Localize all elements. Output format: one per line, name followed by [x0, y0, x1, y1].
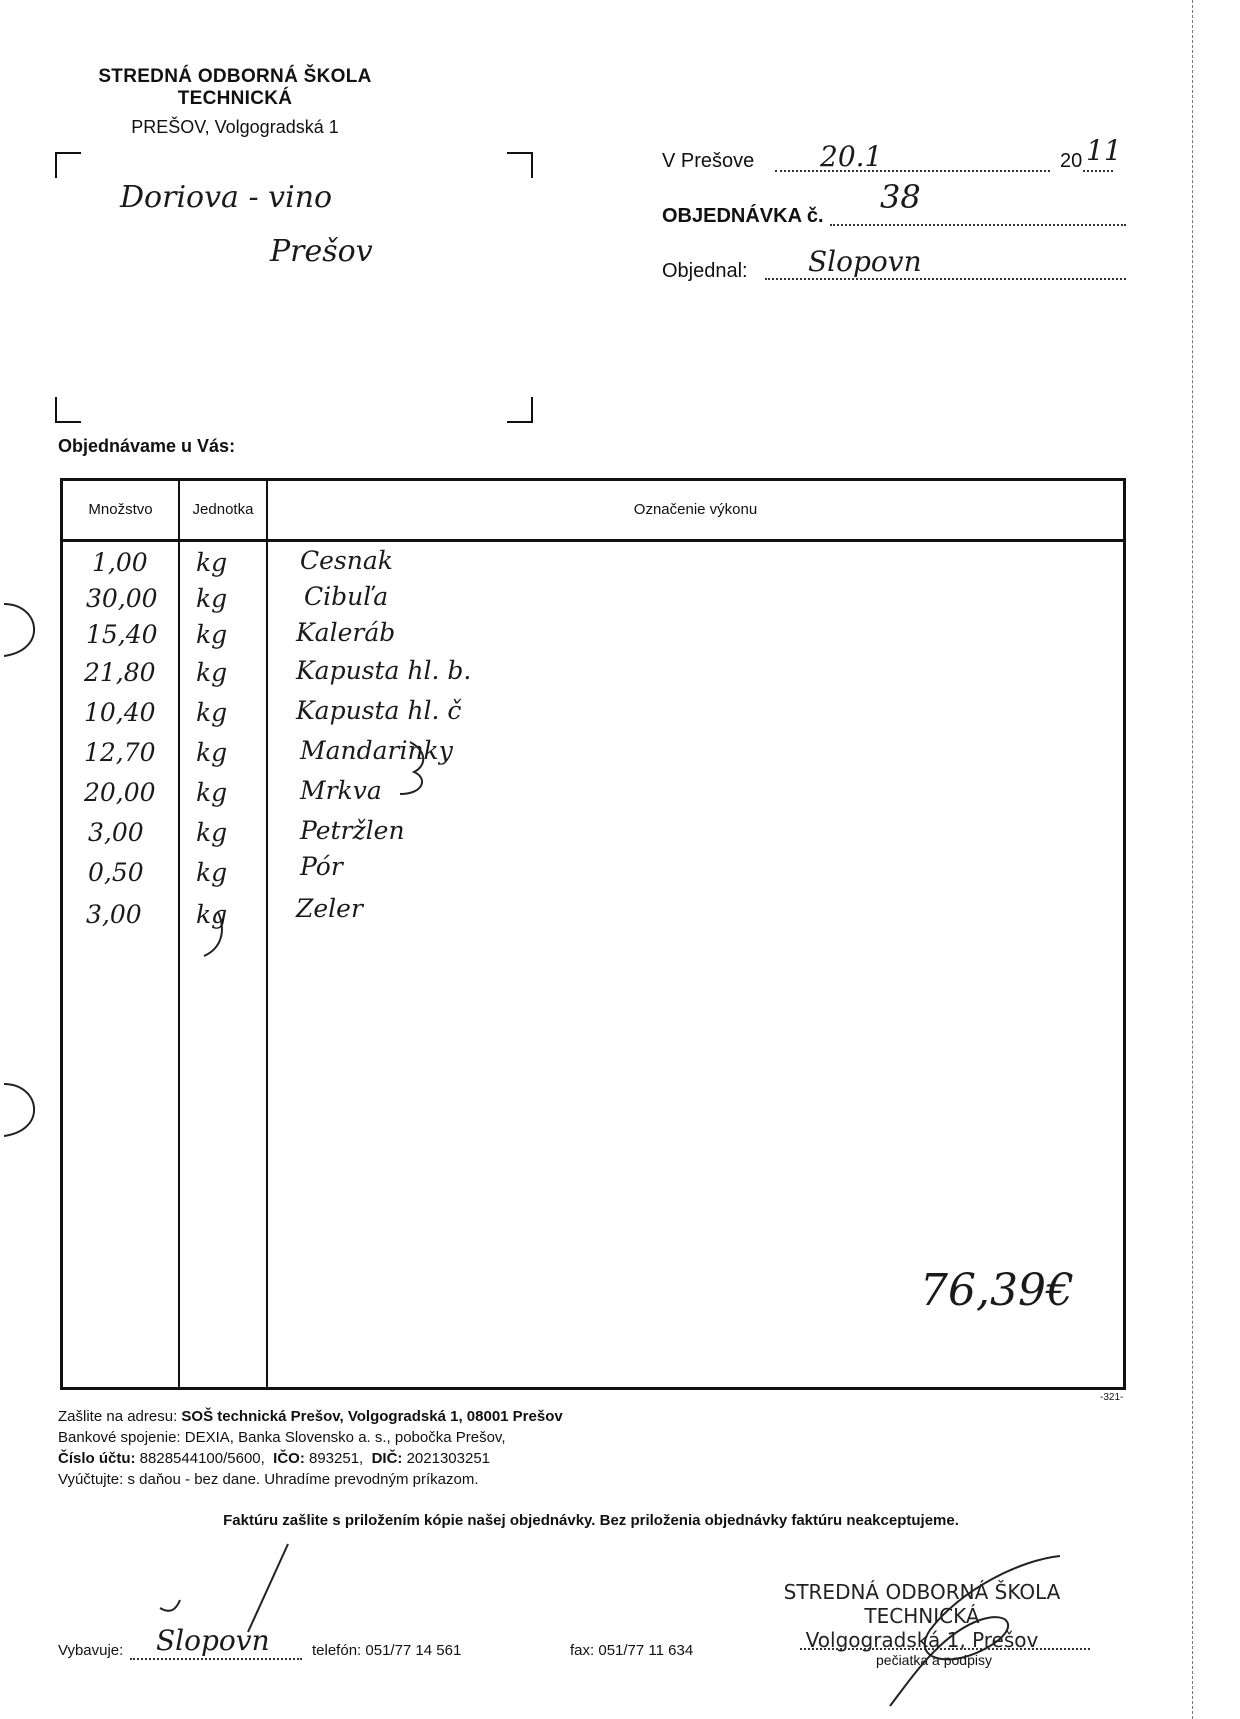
ordered-by-dotline [765, 278, 1126, 280]
row-10-item: Zeler [296, 894, 363, 923]
dic-value: 2021303251 [406, 1450, 491, 1467]
header-quantity: Množstvo [88, 501, 153, 518]
header-description: Označenie výkonu [633, 501, 758, 518]
header-unit: Jednotka [192, 501, 254, 518]
dic-label: DIČ: [371, 1450, 403, 1467]
phone [312, 1642, 461, 1659]
row-9-quantity: 0,50 [88, 858, 144, 887]
recipient-line1: Doriova - vino [120, 180, 333, 215]
school-name-line2: TECHNICKÁ [177, 88, 293, 109]
footer-account [58, 1450, 490, 1467]
phone-label: telefón: [312, 1642, 362, 1659]
account-value: 8828544100/5600, [139, 1450, 265, 1467]
row-5-unit: kg [196, 698, 228, 727]
stamp-caption: pečiatka a podpisy [876, 1652, 992, 1668]
send-value: SOŠ technická Prešov, Volgogradská 1, 08001 Prešov [181, 1408, 563, 1425]
row-5-item: Kapusta hl. č [296, 696, 462, 725]
account-label: Číslo účtu: [58, 1450, 136, 1467]
stamp-line1: STREDNÁ ODBORNÁ ŠKOLA [783, 1580, 1061, 1604]
stamp-line3: Volgogradská 1, Prešov [805, 1628, 1039, 1652]
column-divider-1 [178, 481, 180, 1387]
brace-mark [380, 738, 440, 798]
unit-bracket-mark [196, 910, 236, 960]
order-number-label: OBJEDNÁVKA č. [662, 205, 824, 227]
row-4-item: Kapusta hl. b. [296, 656, 472, 685]
ordered-by-label: Objednal: [662, 260, 748, 282]
scan-edge [1192, 0, 1193, 1719]
fax [570, 1642, 693, 1659]
bank-value: DEXIA, Banka Slovensko a. s., pobočka Prešov, [184, 1429, 506, 1446]
row-10-unit: kg [196, 900, 228, 929]
phone-value: 051/77 14 561 [365, 1642, 462, 1659]
billing-label: Vyúčtujte: [58, 1471, 124, 1488]
row-7-quantity: 20,00 [84, 778, 156, 807]
address-box-corner-top-left [55, 152, 81, 178]
row-8-quantity: 3,00 [88, 818, 144, 847]
row-5-quantity: 10,40 [84, 698, 156, 727]
row-7-unit: kg [196, 778, 228, 807]
row-10-quantity: 3,00 [86, 900, 142, 929]
ordered-by-value: Slopovn [808, 245, 922, 278]
year-dotline [1083, 170, 1113, 172]
date-dotline [775, 170, 1050, 172]
handled-by-label: Vybavuje: [58, 1642, 124, 1659]
order-number-dotline [830, 224, 1126, 226]
row-3-quantity: 15,40 [86, 620, 158, 649]
row-2-quantity: 30,00 [86, 584, 158, 613]
row-8-item: Petržlen [300, 816, 405, 845]
row-1-unit: kg [196, 548, 228, 577]
row-6-quantity: 12,70 [84, 738, 156, 767]
row-6-unit: kg [196, 738, 228, 767]
school-address: PREŠOV, Volgogradská 1 [131, 117, 339, 137]
address-box-corner-top-right [507, 152, 533, 178]
row-2-item: Cibuľa [304, 582, 389, 611]
handled-by-value: Slopovn [156, 1624, 270, 1657]
ico-label: IČO: [273, 1450, 305, 1467]
recipient-line2: Prešov [270, 234, 373, 269]
row-7-item: Mrkva [300, 776, 382, 805]
send-label: Zašlite na adresu: [58, 1408, 178, 1425]
order-number-value: 38 [880, 178, 921, 216]
row-1-item: Cesnak [300, 546, 393, 575]
stamp-line2: TECHNICKÁ [864, 1604, 980, 1628]
fax-value: 051/77 11 634 [598, 1642, 694, 1659]
year-value: 11 [1086, 134, 1122, 167]
row-1-quantity: 1,00 [92, 548, 148, 577]
row-4-unit: kg [196, 658, 228, 687]
row-9-item: Pór [300, 852, 343, 881]
order-total: 76,39€ [920, 1265, 1074, 1316]
column-divider-2 [266, 481, 268, 1387]
address-box-corner-bottom-right [507, 397, 533, 423]
section-title: Objednávame u Vás: [58, 436, 236, 456]
row-4-quantity: 21,80 [84, 658, 156, 687]
header-divider [63, 539, 1123, 542]
stamp-signature [870, 1550, 1080, 1710]
place-label: V Prešove [662, 150, 755, 172]
handled-by-dotline [130, 1658, 302, 1660]
bank-label: Bankové spojenie: [58, 1429, 181, 1446]
billing-value: s daňou - bez dane. Uhradíme prevodným príkazom. [127, 1471, 479, 1488]
footer-send-to [58, 1408, 563, 1425]
school-name-line1: STREDNÁ ODBORNÁ ŠKOLA [98, 66, 372, 87]
year-prefix: 20 [1060, 150, 1083, 172]
invoice-notice: Faktúru zašlite s priložením kópie našej objednávky. Bez priloženia objednávky faktúru neakceptujeme. [223, 1512, 959, 1529]
address-box-corner-bottom-left [55, 397, 81, 423]
row-2-unit: kg [196, 584, 228, 613]
footer-billing [58, 1471, 479, 1488]
punch-hole-top [0, 600, 50, 660]
row-9-unit: kg [196, 858, 228, 887]
row-3-item: Kaleráb [296, 618, 396, 647]
punch-hole-bottom [0, 1080, 50, 1140]
fax-label: fax: [570, 1642, 595, 1659]
row-6-item: Mandarinky [300, 736, 453, 765]
school-name [40, 66, 430, 110]
footer-bank [58, 1429, 506, 1446]
date-value: 20.1 [820, 140, 883, 173]
ico-value: 893251, [309, 1450, 364, 1467]
row-3-unit: kg [196, 620, 228, 649]
form-code: -321- [1100, 1392, 1124, 1403]
row-8-unit: kg [196, 818, 228, 847]
